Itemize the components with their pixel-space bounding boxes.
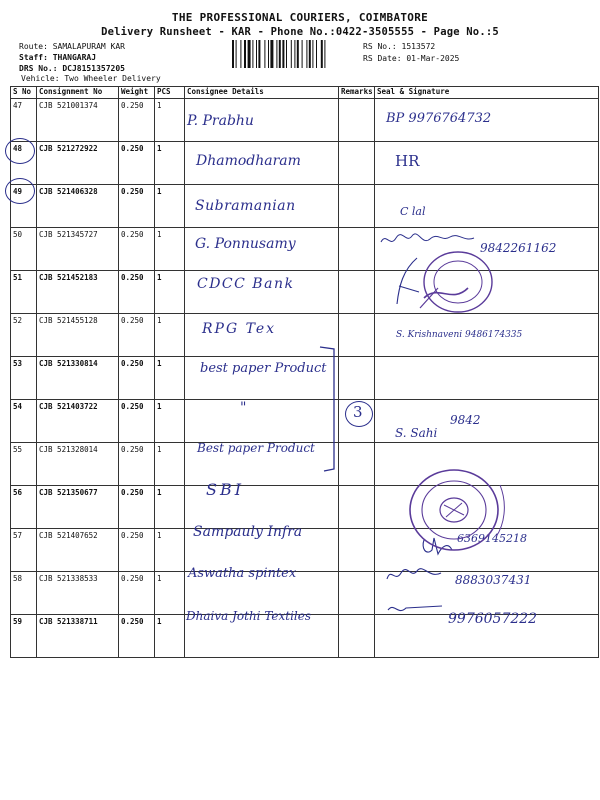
- row-remarks: [339, 529, 375, 572]
- row-sno: 52: [11, 314, 37, 357]
- row-consignment-no: CJB 521406328: [37, 185, 119, 228]
- row-sno: 48: [11, 142, 37, 185]
- bank-seal-stamp-icon: [404, 465, 514, 555]
- table-row: [11, 400, 599, 443]
- handwritten-consignee: CDCC Bank: [197, 276, 295, 292]
- signature-scribble: [385, 565, 445, 585]
- barcode-bar: [252, 40, 253, 68]
- row-pcs: 1: [155, 357, 185, 400]
- staff-label: Staff: THANGARAJ: [19, 53, 97, 62]
- handwritten-consignee: Sampauly Infra: [193, 524, 303, 540]
- row-weight: 0.250: [119, 615, 155, 658]
- barcode-bar: [232, 40, 234, 68]
- row-consignment-no: CJB 521350677: [37, 486, 119, 529]
- row-sno: 59: [11, 615, 37, 658]
- col-header-consignee: Consignee Details: [185, 87, 339, 99]
- table-row: [11, 271, 599, 314]
- barcode-bar: [236, 40, 237, 68]
- row-weight: 0.250: [119, 529, 155, 572]
- col-header-seal: Seal & Signature: [375, 87, 599, 99]
- row-consignment-no: CJB 521452183: [37, 271, 119, 314]
- handwritten-signature: 9976057222: [448, 611, 538, 627]
- row-pcs: 1: [155, 443, 185, 486]
- row-consignment-no: CJB 521345727: [37, 228, 119, 271]
- table-row: [11, 99, 599, 142]
- row-pcs: 1: [155, 99, 185, 142]
- row-pcs: 1: [155, 314, 185, 357]
- handwritten-consignee: P. Prabhu: [187, 113, 254, 129]
- rs-date: RS Date: 01-Mar-2025: [363, 54, 460, 63]
- row-consignment-no: CJB 521455128: [37, 314, 119, 357]
- circled-row-49: [5, 178, 35, 204]
- handwritten-signature: HR: [395, 152, 420, 170]
- col-header-pcs: PCS: [155, 87, 185, 99]
- row-weight: 0.250: [119, 99, 155, 142]
- row-consignee-details: [185, 400, 339, 443]
- row-consignment-no: CJB 521330814: [37, 357, 119, 400]
- handwritten-signature: 9842: [450, 413, 481, 427]
- row-sno: 55: [11, 443, 37, 486]
- barcode-bar: [297, 40, 299, 68]
- row-pcs: 1: [155, 529, 185, 572]
- circled-row-48: [5, 138, 35, 164]
- vehicle-label: Vehicle: Two Wheeler Delivery: [21, 74, 161, 83]
- barcode-bar: [258, 40, 260, 68]
- row-weight: 0.250: [119, 185, 155, 228]
- row-weight: 0.250: [119, 314, 155, 357]
- handwritten-consignee: Aswatha spintex: [188, 566, 297, 581]
- barcode-bar: [309, 40, 311, 68]
- barcode-bar: [248, 40, 251, 68]
- barcode-bar: [276, 40, 277, 68]
- barcode-bar: [291, 40, 292, 68]
- barcode-bar: [286, 40, 287, 68]
- row-consignment-no: CJB 521338711: [37, 615, 119, 658]
- barcode-bar: [306, 40, 307, 68]
- row-sno: 53: [11, 357, 37, 400]
- signature-scribble: [386, 600, 446, 620]
- barcode-bar: [321, 40, 323, 68]
- row-pcs: 1: [155, 142, 185, 185]
- barcode-bar: [282, 40, 284, 68]
- handwritten-signature: 6369145218: [457, 532, 527, 545]
- row-consignment-no: CJB 521328014: [37, 443, 119, 486]
- document-title: THE PROFESSIONAL COURIERS, COIMBATORE: [171, 11, 429, 24]
- handwritten-signature: 8883037431: [455, 573, 532, 587]
- handwritten-signature: BP 9976764732: [386, 111, 492, 126]
- handwritten-signature: S. Krishnaveni 9486174335: [396, 330, 523, 340]
- row-remarks: [339, 572, 375, 615]
- row-remarks: [339, 142, 375, 185]
- row-seal-signature: [375, 357, 599, 400]
- row-sno: 51: [11, 271, 37, 314]
- row-pcs: 1: [155, 271, 185, 314]
- table-row: [11, 142, 599, 185]
- handwritten-consignee: Best paper Product: [197, 441, 315, 455]
- barcode-bar: [294, 40, 295, 68]
- handwritten-consignee: SBI: [206, 480, 245, 499]
- row-pcs: 1: [155, 400, 185, 443]
- table-header-row: [11, 87, 599, 99]
- row-pcs: 1: [155, 185, 185, 228]
- barcode-bar: [256, 40, 257, 68]
- row-sno: 57: [11, 529, 37, 572]
- barcode-bar: [264, 40, 265, 68]
- row-sno: 56: [11, 486, 37, 529]
- row-weight: 0.250: [119, 400, 155, 443]
- row-consignment-no: CJB 521407652: [37, 529, 119, 572]
- seal-stamp-icon: [418, 248, 496, 318]
- barcode-bar: [316, 40, 317, 68]
- row-weight: 0.250: [119, 572, 155, 615]
- row-pcs: 1: [155, 486, 185, 529]
- row-weight: 0.250: [119, 271, 155, 314]
- col-header-sno: S No: [11, 87, 37, 99]
- row-sno: 54: [11, 400, 37, 443]
- handwritten-consignee: ": [240, 400, 247, 416]
- bracket-line: [318, 345, 348, 475]
- row-weight: 0.250: [119, 142, 155, 185]
- row-remarks: [339, 271, 375, 314]
- remarks-count: 3: [353, 403, 363, 421]
- row-sno: 49: [11, 185, 37, 228]
- row-remarks: [339, 99, 375, 142]
- barcode-bar: [268, 40, 269, 68]
- row-pcs: 1: [155, 572, 185, 615]
- row-remarks: [339, 228, 375, 271]
- row-remarks: [339, 486, 375, 529]
- row-consignment-no: CJB 521272922: [37, 142, 119, 185]
- handwritten-consignee: RPG Tex: [202, 321, 277, 337]
- row-remarks: [339, 615, 375, 658]
- handwritten-signature: 9842261162: [480, 241, 557, 255]
- barcode-bar: [240, 40, 241, 68]
- handwritten-consignee: Dhamodharam: [196, 153, 301, 169]
- row-weight: 0.250: [119, 486, 155, 529]
- row-pcs: 1: [155, 228, 185, 271]
- drs-number: DRS No.: DCJ8151357205: [19, 64, 125, 73]
- barcode-bar: [244, 40, 246, 68]
- row-consignment-no: CJB 521403722: [37, 400, 119, 443]
- barcode-bar: [302, 40, 303, 68]
- barcode-bar: [312, 40, 313, 68]
- barcode-image: [232, 40, 348, 68]
- table-row: [11, 185, 599, 228]
- barcode-bar: [279, 40, 281, 68]
- row-sno: 47: [11, 99, 37, 142]
- row-sno: 58: [11, 572, 37, 615]
- row-weight: 0.250: [119, 443, 155, 486]
- route-label: Route: SAMALAPURAM KAR: [19, 42, 125, 51]
- handwritten-consignee: Subramanian: [195, 198, 296, 214]
- row-remarks: [339, 185, 375, 228]
- rs-number: RS No.: 1513572: [363, 42, 436, 51]
- barcode-bar: [270, 40, 273, 68]
- row-pcs: 1: [155, 615, 185, 658]
- handwritten-consignee: G. Ponnusamy: [195, 236, 296, 252]
- handwritten-consignee: best paper Product: [200, 361, 327, 376]
- handwritten-signature: S. Sahi: [395, 426, 438, 440]
- row-weight: 0.250: [119, 357, 155, 400]
- row-consignment-no: CJB 521001374: [37, 99, 119, 142]
- row-consignment-no: CJB 521338533: [37, 572, 119, 615]
- col-header-remarks: Remarks: [339, 87, 375, 99]
- row-weight: 0.250: [119, 228, 155, 271]
- col-header-consignment: Consignment No: [37, 87, 119, 99]
- signature-scribble: [378, 230, 478, 250]
- barcode-bar: [324, 40, 325, 68]
- signature-scribble: [393, 256, 423, 306]
- row-sno: 50: [11, 228, 37, 271]
- document-subtitle: Delivery Runsheet - KAR - Phone No.:0422-3505555 - Page No.:5: [101, 26, 499, 38]
- handwritten-signature: C lal: [400, 205, 426, 218]
- handwritten-consignee: Dhaiva Jothi Textiles: [186, 609, 312, 623]
- col-header-weight: Weight: [119, 87, 155, 99]
